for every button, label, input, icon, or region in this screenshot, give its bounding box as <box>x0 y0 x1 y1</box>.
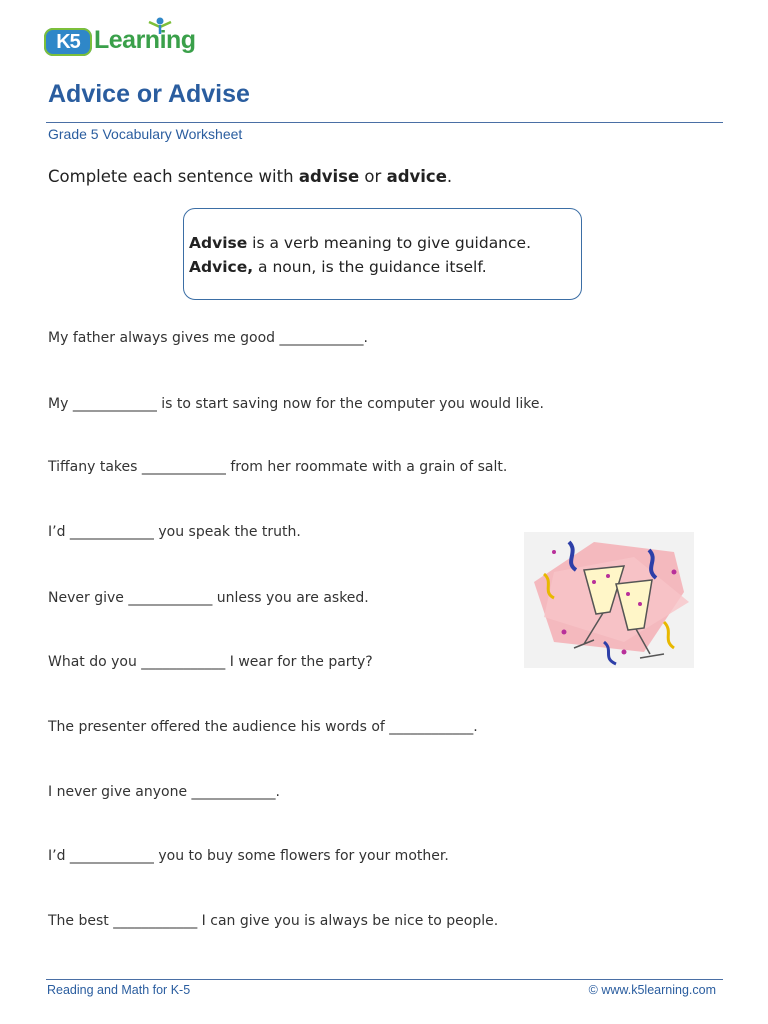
instruction <box>48 167 452 186</box>
logo-figure-icon <box>146 16 174 36</box>
page-subtitle: Grade 5 Vocabulary Worksheet <box>48 126 243 142</box>
logo-badge: K5 <box>44 28 92 56</box>
question-4: I’d ____________ you speak the truth. <box>48 524 301 540</box>
definition-text: is a verb meaning to give guidance. <box>247 234 531 252</box>
question-8: I never give anyone ____________. <box>48 784 280 800</box>
k5-logo <box>44 16 214 60</box>
definition-box <box>183 208 582 300</box>
definition-term: Advice, <box>189 258 254 276</box>
footer-divider <box>46 979 723 980</box>
question-10: The best ____________ I can give you is always be nice to people. <box>48 913 499 929</box>
footer-website-link[interactable]: © www.k5learning.com <box>588 983 716 997</box>
instruction-text: or <box>359 167 387 186</box>
page-title: Advice or Advise <box>48 80 250 108</box>
question-9: I’d ____________ you to buy some flowers for your mother. <box>48 848 449 864</box>
header-divider <box>46 122 723 123</box>
champagne-glasses-clipart <box>524 532 694 668</box>
definition-advice <box>189 258 487 276</box>
definition-text: a noun, is the guidance itself. <box>253 258 487 276</box>
question-6: What do you ____________ I wear for the party? <box>48 654 373 670</box>
instruction-text: . <box>446 167 453 186</box>
instruction-word-advise: advise <box>298 167 360 186</box>
question-1: My father always gives me good ____________. <box>48 330 368 346</box>
question-7: The presenter offered the audience his words of ____________. <box>48 719 478 735</box>
definition-advise <box>189 234 531 252</box>
question-5: Never give ____________ unless you are asked. <box>48 590 369 606</box>
logo-text: Learning <box>94 26 196 54</box>
question-3: Tiffany takes ____________ from her roommate with a grain of salt. <box>48 459 508 475</box>
definition-term: Advise <box>189 234 248 252</box>
question-2: My ____________ is to start saving now for the computer you would like. <box>48 396 544 412</box>
footer-tagline: Reading and Math for K-5 <box>47 983 191 997</box>
instruction-text: Complete each sentence with <box>48 167 299 186</box>
instruction-word-advice: advice <box>386 167 447 186</box>
